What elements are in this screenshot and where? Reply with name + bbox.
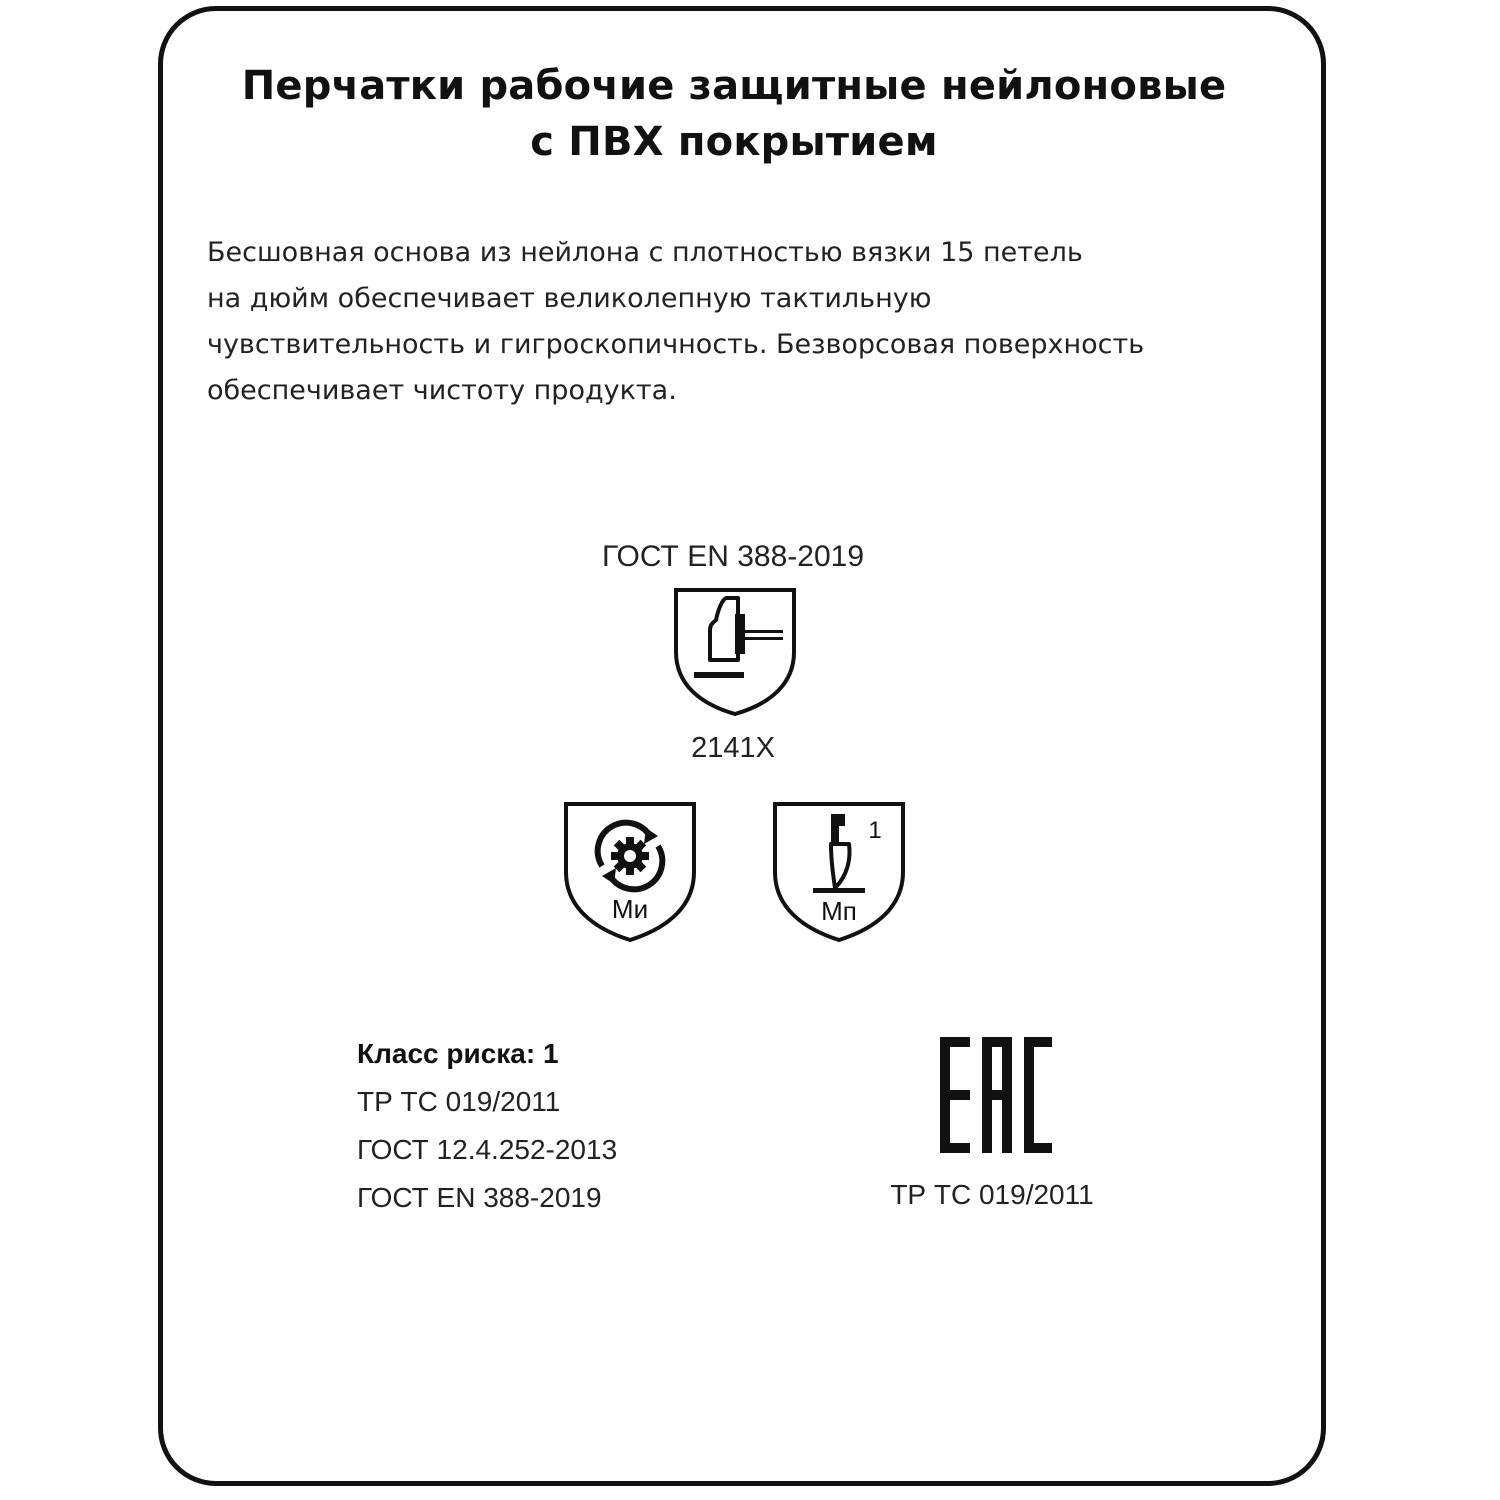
product-description [207, 230, 1297, 414]
mechanical-hazard-shield-icon [672, 586, 798, 718]
certification-line: ГОСТ EN 388-2019 [357, 1182, 602, 1213]
standard-code: 2141X [691, 732, 775, 764]
cut-shield-icon [771, 800, 907, 944]
abrasion-shield-icon [562, 800, 698, 944]
certification-line: ТР ТС 019/2011 [357, 1086, 561, 1117]
description-line: обеспечивает чистоту продукта. [207, 375, 677, 406]
certification-info [357, 1030, 757, 1222]
mp-badge-level: 1 [868, 817, 882, 844]
description-line: на дюйм обеспечивает великолепную тактильную [207, 283, 932, 314]
mi-badge-label: Ми [611, 894, 649, 924]
product-title-line-1: Перчатки рабочие защитные нейлоновые [241, 63, 1227, 109]
description-line: чувствительность и гигроскопичность. Безворсовая поверхность [207, 329, 1145, 360]
mp-badge-label: Мп [821, 896, 857, 926]
product-title-line-2: с ПВХ покрытием [530, 119, 938, 165]
risk-class: Класс риска: 1 [357, 1038, 559, 1069]
product-title [158, 58, 1310, 170]
eac-mark-icon [938, 1035, 1054, 1155]
eac-caption: ТР ТС 019/2011 [890, 1179, 1094, 1210]
standard-name: ГОСТ EN 388-2019 [601, 540, 865, 573]
certification-line: ГОСТ 12.4.252-2013 [357, 1134, 618, 1165]
description-line: Бесшовная основа из нейлона с плотностью вязки 15 петель [207, 237, 1083, 268]
